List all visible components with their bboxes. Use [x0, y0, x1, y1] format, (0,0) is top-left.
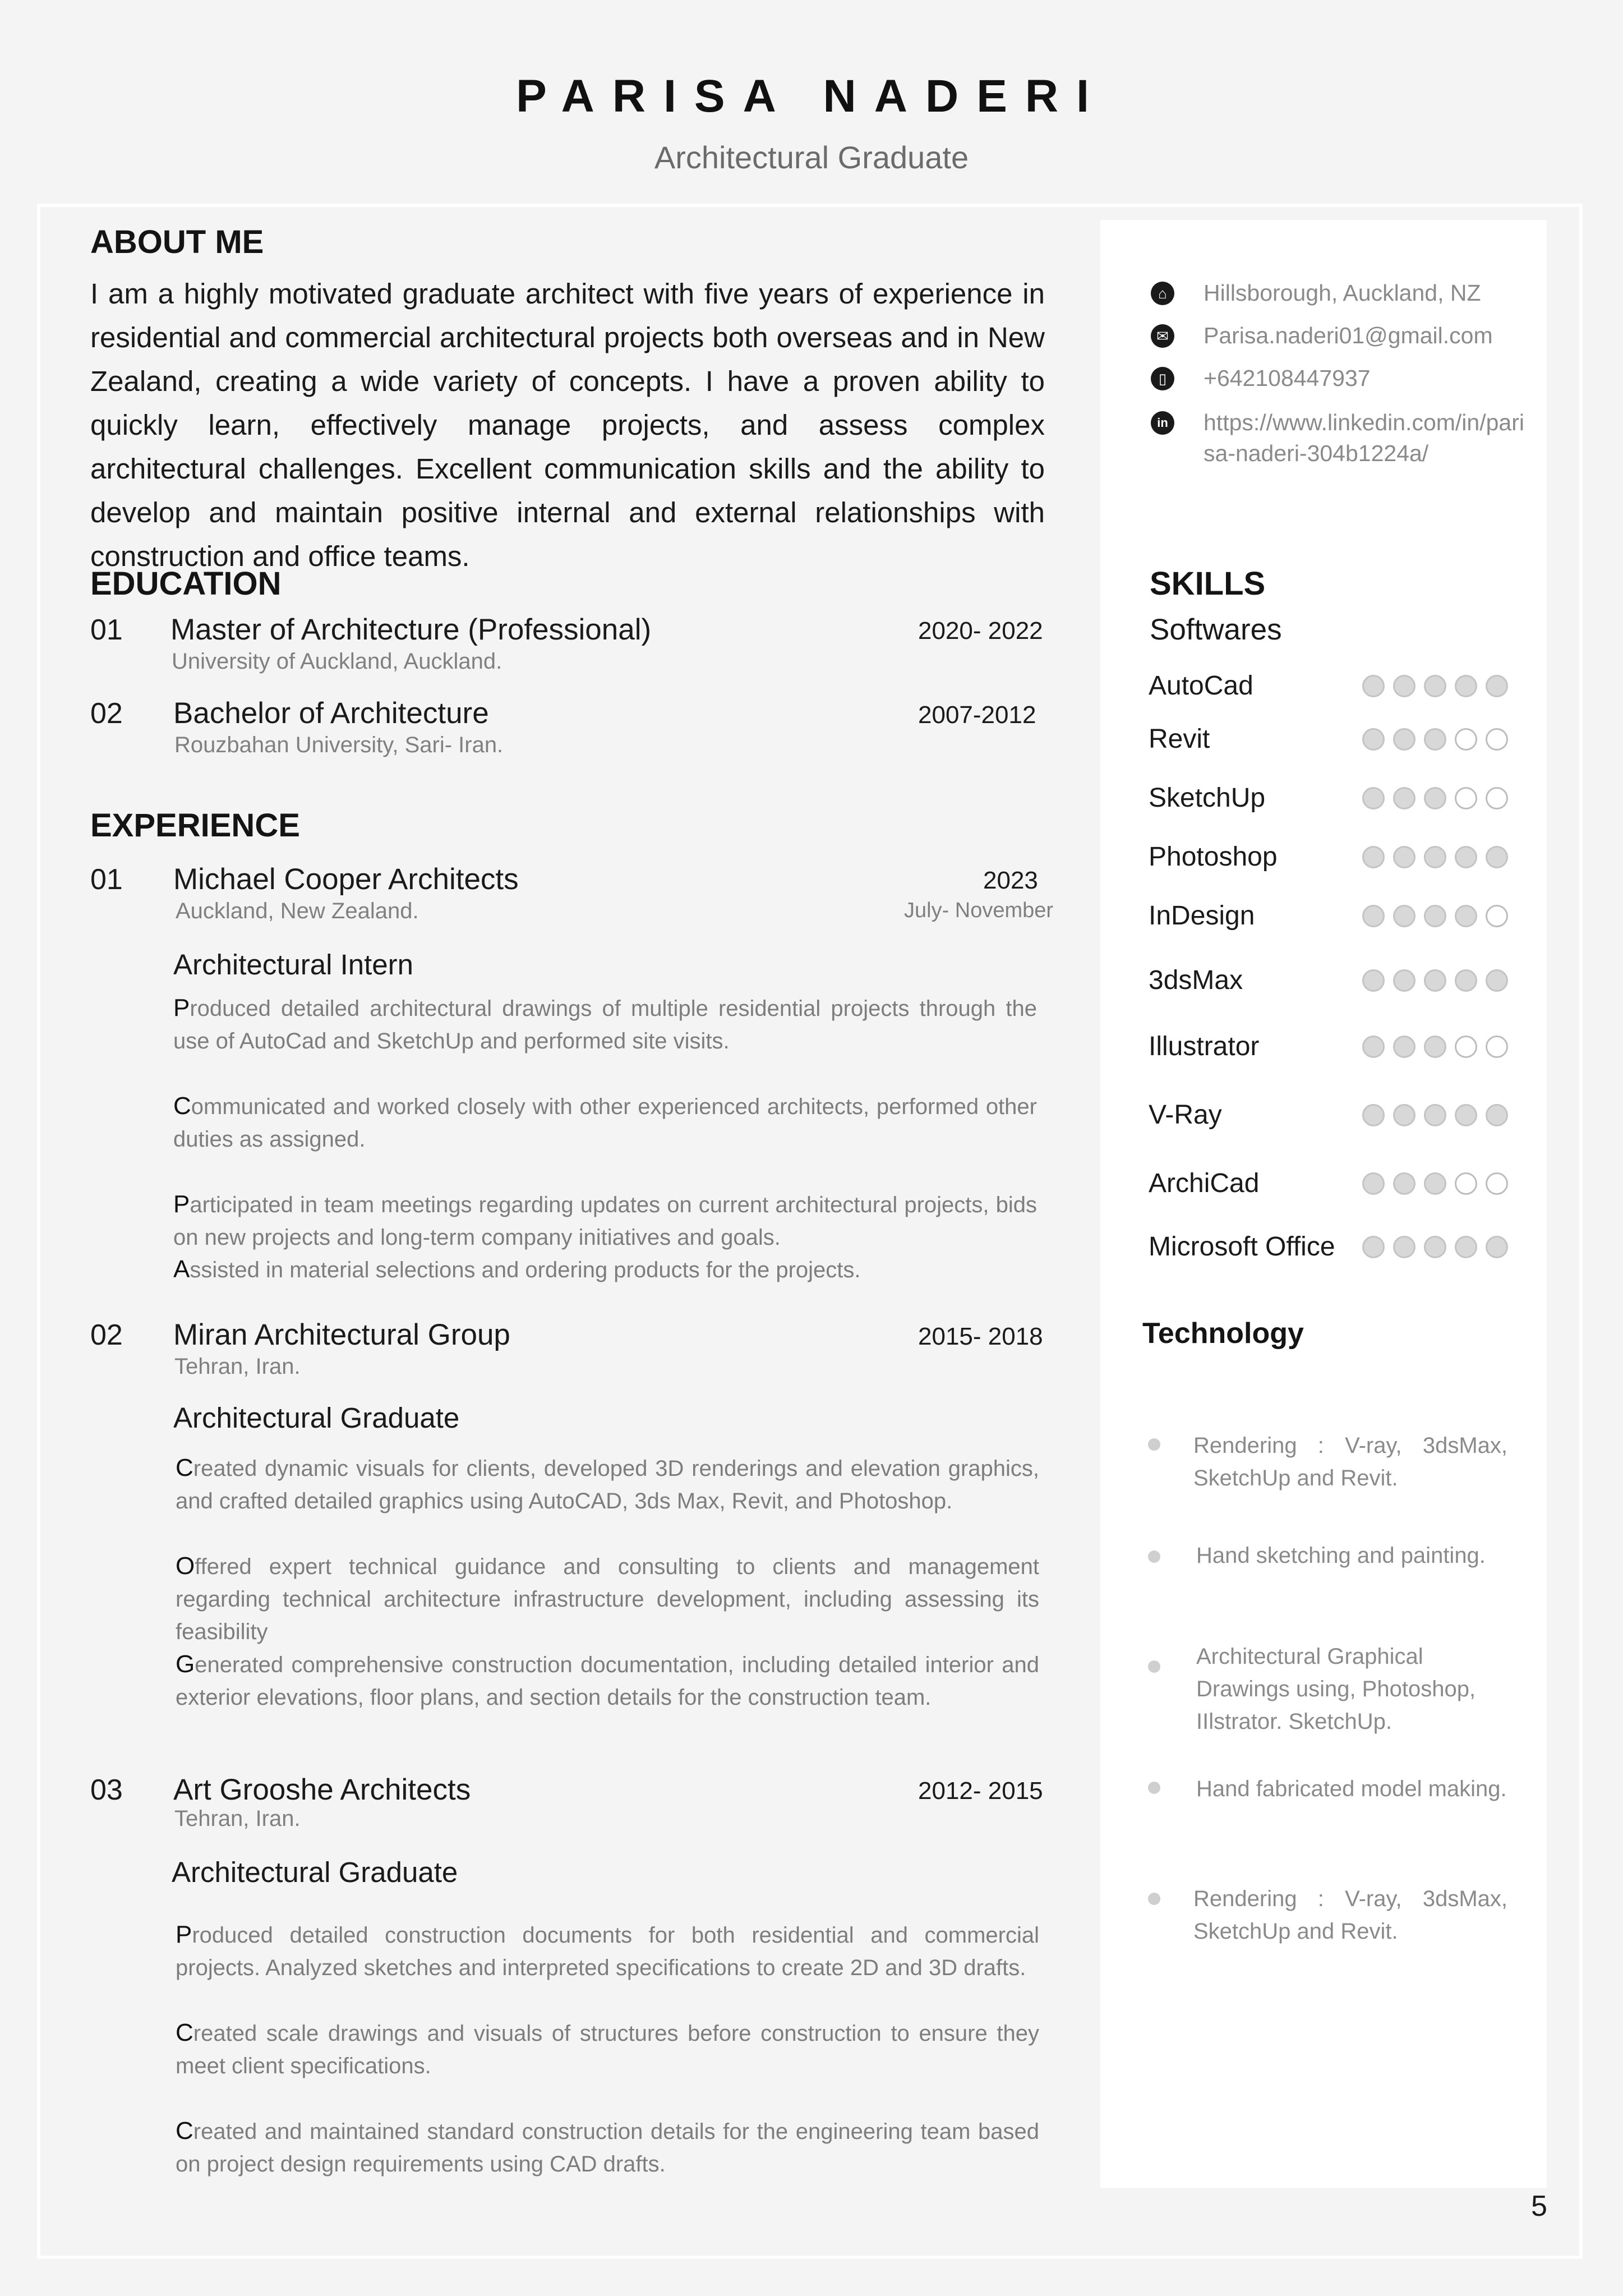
experience-paragraph: Participated in team meetings regarding updates on current architectural projects, bids on new projects and long-term company initiatives and goals. [173, 1190, 1037, 1250]
skills-subtitle: Softwares [1150, 613, 1282, 646]
experience-role: Architectural Intern [173, 949, 414, 981]
rating-dot [1424, 787, 1446, 809]
rating-dot [1455, 1036, 1477, 1058]
experience-date: 2023 [983, 867, 1038, 894]
rating-dot [1455, 787, 1477, 809]
skill-rating [1362, 1172, 1508, 1195]
education-school: University of Auckland, Auckland. [172, 649, 502, 674]
rating-dot [1424, 1172, 1446, 1195]
rating-dot [1486, 675, 1508, 697]
experience-date: 2012- 2015 [918, 1777, 1043, 1805]
rating-dot [1362, 1036, 1385, 1058]
rating-dot [1362, 846, 1385, 868]
experience-company: Art Grooshe Architects [173, 1773, 471, 1806]
tech-item: Rendering : V-ray, 3dsMax, SketchUp and Revit. [1193, 1887, 1507, 1944]
contact-address: Hillsborough, Auckland, NZ [1204, 280, 1481, 306]
contact-phone: +642108447937 [1204, 365, 1371, 391]
rating-dot [1455, 1236, 1477, 1258]
skill-rating [1362, 1236, 1508, 1258]
about-text: I am a highly motivated graduate architect with five years of experience in residential and commercial architectural projects both overseas and in New Zealand, creating a wide variety of concepts. I have a proven ability to quickly learn, effectively manage projects, and assess complex architectural challenges. Excellent communication skills and the ability to develop and maintain positive internal and external relationships with construction and office teams. [90, 278, 1045, 572]
experience-paragraph: Offered expert technical guidance and consulting to clients and management regarding technical architecture infrastructure development, including assessing its feasibility [176, 1552, 1039, 1644]
resume-subtitle: Architectural Graduate [654, 140, 969, 175]
mail-icon: ✉ [1151, 324, 1174, 348]
rating-dot [1424, 728, 1446, 751]
rating-dot [1455, 728, 1477, 751]
experience-paragraph: Created scale drawings and visuals of structures before construction to ensure they meet client specifications. [176, 2019, 1039, 2078]
rating-dot [1424, 1236, 1446, 1258]
education-school: Rouzbahan University, Sari- Iran. [174, 733, 504, 757]
rating-dot [1455, 675, 1477, 697]
rating-dot [1393, 1036, 1415, 1058]
skill-name: 3dsMax [1149, 965, 1243, 995]
about-title: ABOUT ME [90, 224, 264, 260]
experience-location: Tehran, Iran. [174, 1806, 301, 1831]
skill-name: Photoshop [1149, 842, 1278, 872]
experience-role: Architectural Graduate [172, 1856, 458, 1888]
experience-title: EXPERIENCE [90, 807, 300, 844]
tech-bullet [1148, 1893, 1160, 1905]
rating-dot [1486, 969, 1508, 992]
rating-dot [1393, 1236, 1415, 1258]
rating-dot [1424, 1036, 1446, 1058]
rating-dot [1393, 905, 1415, 927]
experience-location: Auckland, New Zealand. [176, 899, 419, 923]
rating-dot [1455, 1172, 1477, 1195]
education-num: 02 [90, 697, 123, 730]
skill-name: V-Ray [1149, 1100, 1222, 1130]
contact-email[interactable]: Parisa.naderi01@gmail.com [1204, 323, 1493, 348]
skill-rating [1362, 675, 1508, 697]
rating-dot [1424, 846, 1446, 868]
rating-dot [1455, 1104, 1477, 1126]
education-date: 2020- 2022 [918, 617, 1043, 645]
rating-dot [1486, 728, 1508, 751]
tech-bullet [1148, 1438, 1160, 1451]
tech-bullet [1148, 1660, 1160, 1673]
rating-dot [1393, 969, 1415, 992]
experience-paragraph: Created and maintained standard construction details for the engineering team based on project design requirements using CAD drafts. [176, 2117, 1039, 2177]
tech-item: Hand sketching and painting. [1196, 1543, 1486, 1568]
experience-num: 03 [90, 1774, 123, 1806]
rating-dot [1393, 728, 1415, 751]
rating-dot [1455, 846, 1477, 868]
rating-dot [1424, 969, 1446, 992]
rating-dot [1362, 1236, 1385, 1258]
experience-paragraph: Assisted in material selections and ordering products for the projects. [173, 1255, 861, 1283]
skill-rating [1362, 1036, 1508, 1058]
experience-num: 02 [90, 1319, 123, 1351]
rating-dot [1393, 1172, 1415, 1195]
home-icon: ⌂ [1151, 282, 1174, 305]
skill-rating [1362, 905, 1508, 927]
education-title: EDUCATION [90, 565, 282, 602]
skill-rating [1362, 969, 1508, 992]
rating-dot [1486, 1172, 1508, 1195]
skill-rating [1362, 1104, 1508, 1126]
linkedin-icon: in [1151, 411, 1174, 435]
rating-dot [1486, 1036, 1508, 1058]
tech-item: Hand fabricated model making. [1196, 1777, 1507, 1801]
rating-dot [1393, 675, 1415, 697]
tech-item: Rendering : V-ray, 3dsMax, SketchUp and Revit. [1193, 1433, 1507, 1490]
skill-name: AutoCad [1149, 671, 1253, 701]
rating-dot [1393, 846, 1415, 868]
rating-dot [1486, 1236, 1508, 1258]
experience-date: 2015- 2018 [918, 1323, 1043, 1350]
rating-dot [1362, 675, 1385, 697]
experience-paragraph: Generated comprehensive construction documentation, including detailed interior and exterior elevations, floor plans, and section details for the construction team. [176, 1650, 1039, 1710]
technology-title: Technology [1142, 1317, 1304, 1350]
education-degree: Master of Architecture (Professional) [170, 613, 652, 646]
rating-dot [1486, 787, 1508, 809]
skill-name: InDesign [1149, 901, 1255, 931]
rating-dot [1393, 787, 1415, 809]
rating-dot [1362, 728, 1385, 751]
experience-paragraph: Communicated and worked closely with other experienced architects, performed other duties as assigned. [173, 1092, 1037, 1152]
rating-dot [1362, 787, 1385, 809]
rating-dot [1424, 1104, 1446, 1126]
experience-paragraph: Produced detailed architectural drawings of multiple residential projects through the use of AutoCad and SketchUp and performed site visits. [173, 994, 1037, 1053]
tech-item: Architectural Graphical Drawings using, Photoshop, IIlstrator. SketchUp. [1196, 1644, 1476, 1734]
page-number: 5 [1531, 2190, 1547, 2223]
rating-dot [1362, 969, 1385, 992]
resume-name: PARISA NADERI [516, 71, 1107, 122]
skill-name: SketchUp [1149, 783, 1266, 813]
education-degree: Bachelor of Architecture [173, 697, 489, 730]
experience-date-sub: July- November [904, 899, 1054, 922]
rating-dot [1455, 905, 1477, 927]
tech-bullet [1148, 1550, 1160, 1563]
rating-dot [1486, 905, 1508, 927]
skill-rating [1362, 728, 1508, 751]
experience-num: 01 [90, 863, 123, 896]
rating-dot [1362, 1104, 1385, 1126]
experience-paragraph: Created dynamic visuals for clients, developed 3D renderings and elevation graphics, and crafted detailed graphics using AutoCAD, 3ds Max, Revit, and Photoshop. [176, 1454, 1039, 1513]
skill-name: ArchiCad [1149, 1168, 1260, 1198]
experience-location: Tehran, Iran. [174, 1354, 301, 1379]
rating-dot [1486, 846, 1508, 868]
skill-name: Microsoft Office [1149, 1232, 1335, 1262]
experience-role: Architectural Graduate [173, 1402, 460, 1434]
rating-dot [1362, 1172, 1385, 1195]
contact-linkedin[interactable]: https://www.linkedin.com/in/parisa-naderi-304b1224a/ [1204, 409, 1524, 466]
rating-dot [1362, 905, 1385, 927]
education-num: 01 [90, 614, 123, 646]
experience-company: Michael Cooper Architects [173, 863, 519, 896]
education-date: 2007-2012 [918, 701, 1036, 729]
skill-name: Revit [1149, 724, 1210, 754]
experience-paragraph: Produced detailed construction documents for both residential and commercial projects. Analyzed sketches and interpreted specifications to create 2D and 3D drafts. [176, 1921, 1039, 1980]
rating-dot [1424, 675, 1446, 697]
experience-company: Miran Architectural Group [173, 1318, 510, 1351]
skill-rating [1362, 787, 1508, 809]
phone-icon: ▯ [1151, 367, 1174, 390]
skills-title: SKILLS [1150, 565, 1266, 602]
skill-name: Illustrator [1149, 1032, 1260, 1061]
skill-rating [1362, 846, 1508, 868]
rating-dot [1486, 1104, 1508, 1126]
rating-dot [1424, 905, 1446, 927]
rating-dot [1393, 1104, 1415, 1126]
rating-dot [1455, 969, 1477, 992]
tech-bullet [1148, 1782, 1160, 1794]
